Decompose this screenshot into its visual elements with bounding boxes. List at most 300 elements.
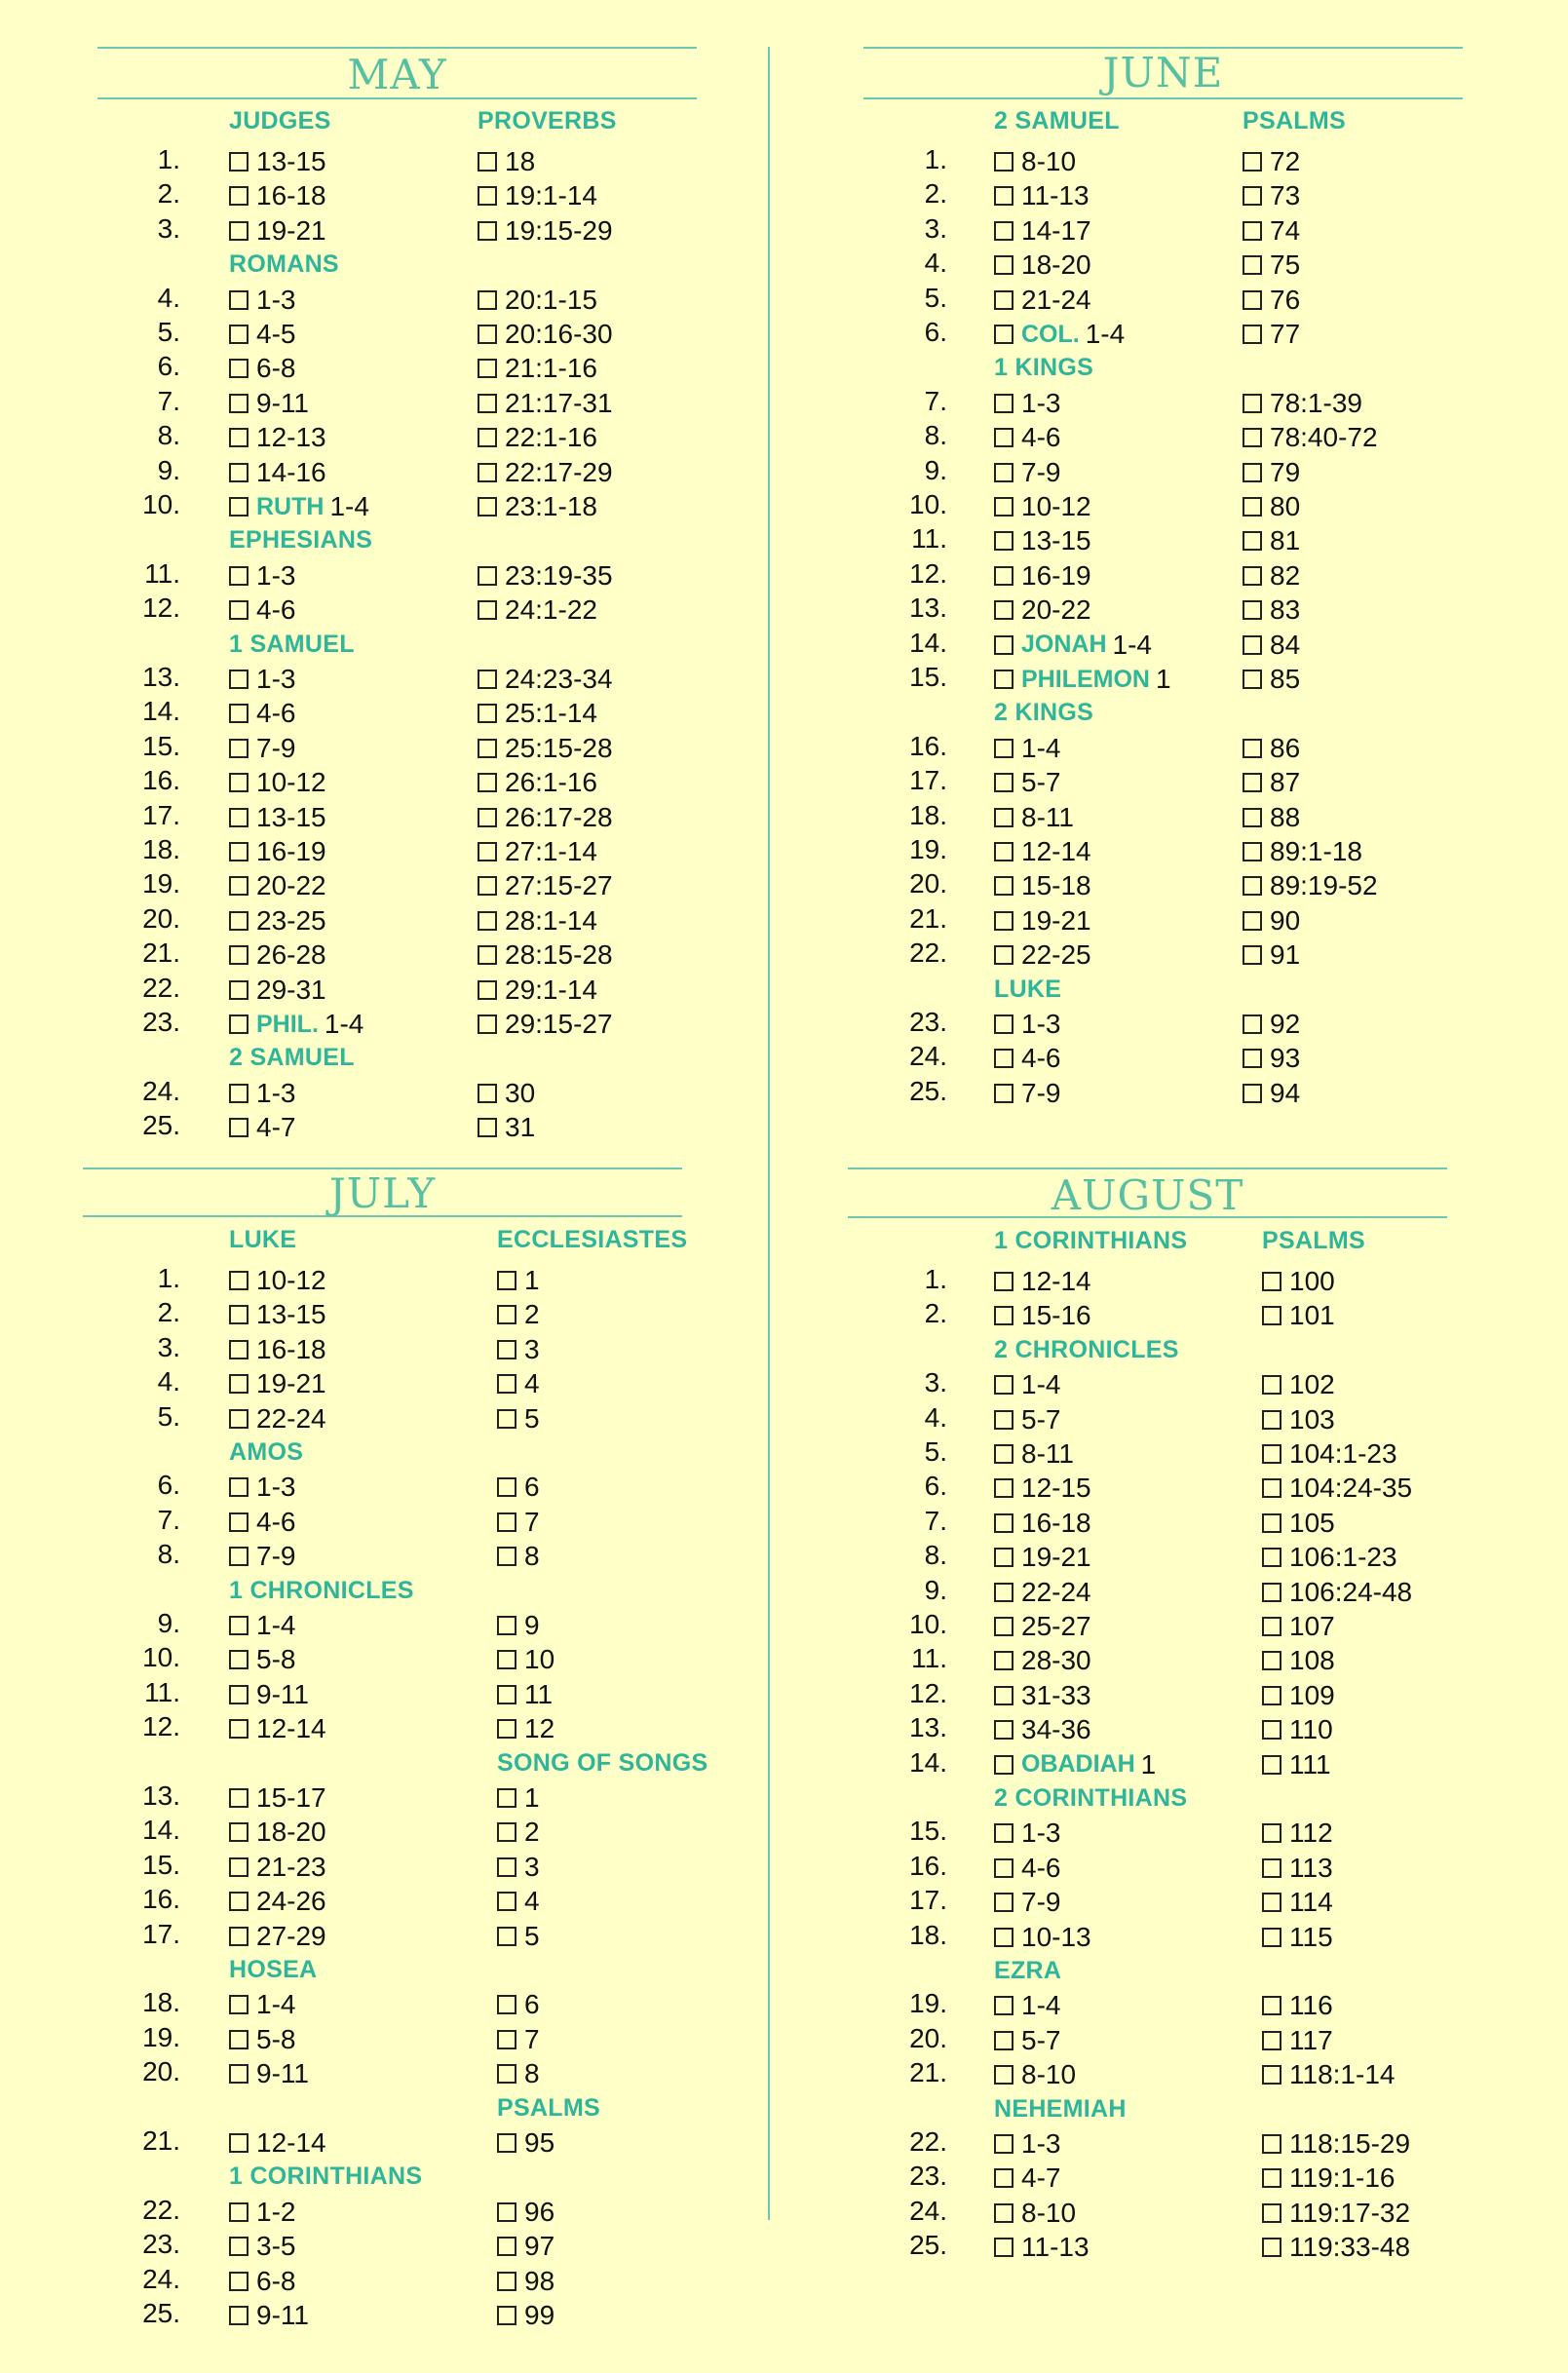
reading-checkbox-item[interactable] bbox=[229, 1112, 295, 1143]
reading-checkbox-item[interactable] bbox=[478, 457, 613, 488]
reading-checkbox-item[interactable] bbox=[994, 1714, 1091, 1745]
reading-checkbox-item[interactable] bbox=[229, 1782, 326, 1814]
reading-checkbox-item[interactable] bbox=[1243, 249, 1300, 281]
checkbox[interactable] bbox=[229, 1719, 249, 1739]
checkbox[interactable] bbox=[1262, 1375, 1281, 1395]
reading-checkbox-item[interactable] bbox=[478, 767, 597, 798]
reading-checkbox-item[interactable] bbox=[229, 1644, 295, 1675]
reading-checkbox-item[interactable] bbox=[229, 836, 326, 867]
checkbox[interactable] bbox=[1243, 808, 1262, 827]
checkbox[interactable] bbox=[1243, 463, 1262, 482]
checkbox[interactable] bbox=[229, 876, 249, 896]
reading-checkbox-item[interactable] bbox=[994, 1266, 1091, 1297]
reading-checkbox-item[interactable] bbox=[994, 802, 1074, 833]
checkbox[interactable] bbox=[229, 2030, 249, 2049]
reading-checkbox-item[interactable] bbox=[994, 630, 1152, 661]
reading-checkbox-item[interactable] bbox=[994, 1542, 1091, 1573]
checkbox[interactable] bbox=[478, 186, 497, 206]
checkbox[interactable] bbox=[1262, 1410, 1281, 1430]
checkbox[interactable] bbox=[229, 1512, 249, 1532]
checkbox[interactable] bbox=[1262, 1893, 1281, 1912]
reading-checkbox-item[interactable] bbox=[1262, 1577, 1412, 1608]
checkbox[interactable] bbox=[229, 1650, 249, 1669]
checkbox[interactable] bbox=[1262, 1513, 1281, 1533]
reading-checkbox-item[interactable] bbox=[229, 1886, 326, 1917]
reading-checkbox-item[interactable] bbox=[1243, 630, 1300, 661]
checkbox[interactable] bbox=[478, 152, 497, 172]
reading-checkbox-item[interactable] bbox=[994, 388, 1060, 419]
checkbox[interactable] bbox=[497, 1477, 516, 1497]
checkbox[interactable] bbox=[229, 1857, 249, 1877]
reading-checkbox-item[interactable] bbox=[229, 353, 295, 384]
reading-checkbox-item[interactable] bbox=[229, 1610, 295, 1641]
checkbox[interactable] bbox=[994, 1513, 1013, 1533]
checkbox[interactable] bbox=[994, 1996, 1013, 2015]
checkbox[interactable] bbox=[1243, 497, 1262, 517]
reading-checkbox-item[interactable] bbox=[994, 1990, 1060, 2021]
checkbox[interactable] bbox=[1262, 2168, 1281, 2188]
reading-checkbox-item[interactable] bbox=[497, 2058, 540, 2089]
checkbox[interactable] bbox=[229, 497, 249, 517]
reading-checkbox-item[interactable] bbox=[478, 939, 613, 971]
checkbox[interactable] bbox=[1243, 290, 1262, 310]
checkbox[interactable] bbox=[1262, 1858, 1281, 1878]
reading-checkbox-item[interactable] bbox=[994, 2198, 1076, 2229]
reading-checkbox-item[interactable] bbox=[1243, 525, 1300, 556]
checkbox[interactable] bbox=[1243, 773, 1262, 792]
checkbox[interactable] bbox=[497, 1995, 516, 2014]
checkbox[interactable] bbox=[994, 2031, 1013, 2050]
checkbox[interactable] bbox=[994, 1583, 1013, 1602]
checkbox[interactable] bbox=[229, 2272, 249, 2291]
reading-checkbox-item[interactable] bbox=[229, 146, 326, 177]
reading-checkbox-item[interactable] bbox=[994, 1300, 1091, 1331]
reading-checkbox-item[interactable] bbox=[994, 1473, 1091, 1504]
reading-checkbox-item[interactable] bbox=[1262, 1645, 1335, 1676]
checkbox[interactable] bbox=[994, 1548, 1013, 1567]
checkbox[interactable] bbox=[1262, 2065, 1281, 2085]
checkbox[interactable] bbox=[1243, 566, 1262, 586]
checkbox[interactable] bbox=[229, 670, 249, 689]
checkbox[interactable] bbox=[994, 1928, 1013, 1947]
checkbox[interactable] bbox=[229, 1616, 249, 1635]
reading-checkbox-item[interactable] bbox=[1262, 1990, 1333, 2021]
reading-checkbox-item[interactable] bbox=[229, 180, 326, 211]
checkbox[interactable] bbox=[497, 2064, 516, 2084]
checkbox[interactable] bbox=[229, 945, 249, 965]
checkbox[interactable] bbox=[1243, 945, 1262, 965]
checkbox[interactable] bbox=[1262, 2134, 1281, 2154]
reading-checkbox-item[interactable] bbox=[478, 1078, 535, 1109]
checkbox[interactable] bbox=[1262, 1651, 1281, 1670]
checkbox[interactable] bbox=[1262, 1823, 1281, 1843]
checkbox[interactable] bbox=[229, 428, 249, 447]
reading-checkbox-item[interactable] bbox=[1262, 2232, 1410, 2263]
checkbox[interactable] bbox=[1262, 1444, 1281, 1464]
reading-checkbox-item[interactable] bbox=[497, 1541, 540, 1572]
reading-checkbox-item[interactable] bbox=[229, 1541, 295, 1572]
checkbox[interactable] bbox=[229, 842, 249, 861]
checkbox[interactable] bbox=[1262, 2203, 1281, 2223]
checkbox[interactable] bbox=[497, 1271, 516, 1290]
checkbox[interactable] bbox=[994, 1858, 1013, 1878]
checkbox[interactable] bbox=[994, 290, 1013, 310]
checkbox[interactable] bbox=[497, 2133, 516, 2153]
checkbox[interactable] bbox=[1243, 635, 1262, 655]
checkbox[interactable] bbox=[994, 2168, 1013, 2188]
reading-checkbox-item[interactable] bbox=[1262, 2128, 1410, 2160]
checkbox[interactable] bbox=[497, 2272, 516, 2291]
reading-checkbox-item[interactable] bbox=[994, 1508, 1091, 1539]
reading-checkbox-item[interactable] bbox=[497, 1644, 555, 1675]
checkbox[interactable] bbox=[229, 1822, 249, 1842]
checkbox[interactable] bbox=[478, 497, 497, 517]
reading-checkbox-item[interactable] bbox=[994, 1611, 1091, 1642]
checkbox[interactable] bbox=[994, 739, 1013, 758]
reading-checkbox-item[interactable] bbox=[994, 2232, 1090, 2263]
reading-checkbox-item[interactable] bbox=[229, 285, 295, 316]
checkbox[interactable] bbox=[478, 463, 497, 482]
reading-checkbox-item[interactable] bbox=[994, 1577, 1091, 1608]
checkbox[interactable] bbox=[229, 1084, 249, 1103]
reading-checkbox-item[interactable] bbox=[994, 836, 1091, 867]
reading-checkbox-item[interactable] bbox=[1262, 1749, 1331, 1780]
checkbox[interactable] bbox=[994, 2203, 1013, 2223]
checkbox[interactable] bbox=[1262, 1306, 1281, 1325]
checkbox[interactable] bbox=[1262, 1928, 1281, 1947]
reading-checkbox-item[interactable] bbox=[229, 594, 295, 626]
checkbox[interactable] bbox=[497, 1927, 516, 1946]
checkbox[interactable] bbox=[229, 1340, 249, 1359]
reading-checkbox-item[interactable] bbox=[478, 905, 597, 937]
checkbox[interactable] bbox=[497, 1616, 516, 1635]
reading-checkbox-item[interactable] bbox=[1243, 733, 1300, 764]
checkbox[interactable] bbox=[1243, 152, 1262, 172]
checkbox[interactable] bbox=[994, 808, 1013, 827]
reading-checkbox-item[interactable] bbox=[1262, 1680, 1335, 1711]
reading-checkbox-item[interactable] bbox=[1262, 1438, 1397, 1470]
checkbox[interactable] bbox=[478, 704, 497, 723]
reading-checkbox-item[interactable] bbox=[994, 285, 1091, 316]
reading-checkbox-item[interactable] bbox=[1243, 1078, 1300, 1109]
reading-checkbox-item[interactable] bbox=[229, 1334, 326, 1365]
checkbox[interactable] bbox=[994, 221, 1013, 241]
checkbox[interactable] bbox=[497, 1305, 516, 1324]
checkbox[interactable] bbox=[994, 911, 1013, 931]
reading-checkbox-item[interactable] bbox=[478, 180, 597, 211]
checkbox[interactable] bbox=[1262, 1478, 1281, 1498]
checkbox[interactable] bbox=[994, 600, 1013, 620]
reading-checkbox-item[interactable] bbox=[229, 802, 326, 833]
reading-checkbox-item[interactable] bbox=[229, 939, 326, 971]
reading-checkbox-item[interactable] bbox=[478, 146, 535, 177]
reading-checkbox-item[interactable] bbox=[497, 1368, 540, 1399]
checkbox[interactable] bbox=[994, 1478, 1013, 1498]
reading-checkbox-item[interactable] bbox=[1262, 1266, 1335, 1297]
reading-checkbox-item[interactable] bbox=[229, 457, 326, 488]
reading-checkbox-item[interactable] bbox=[994, 1853, 1060, 1884]
reading-checkbox-item[interactable] bbox=[478, 733, 613, 764]
reading-checkbox-item[interactable] bbox=[1243, 802, 1300, 833]
reading-checkbox-item[interactable] bbox=[229, 1368, 326, 1399]
checkbox[interactable] bbox=[229, 1271, 249, 1290]
checkbox[interactable] bbox=[994, 2065, 1013, 2085]
reading-checkbox-item[interactable] bbox=[1243, 594, 1300, 626]
reading-checkbox-item[interactable] bbox=[229, 2058, 309, 2089]
checkbox[interactable] bbox=[229, 808, 249, 827]
reading-checkbox-item[interactable] bbox=[1243, 215, 1300, 247]
checkbox[interactable] bbox=[994, 842, 1013, 861]
checkbox[interactable] bbox=[497, 1547, 516, 1566]
reading-checkbox-item[interactable] bbox=[994, 1887, 1060, 1918]
reading-checkbox-item[interactable] bbox=[478, 975, 597, 1006]
checkbox[interactable] bbox=[1243, 1014, 1262, 1034]
checkbox[interactable] bbox=[478, 739, 497, 758]
checkbox[interactable] bbox=[478, 670, 497, 689]
checkbox[interactable] bbox=[229, 600, 249, 620]
reading-checkbox-item[interactable] bbox=[229, 1507, 295, 1538]
checkbox[interactable] bbox=[994, 325, 1013, 344]
checkbox[interactable] bbox=[994, 1049, 1013, 1068]
checkbox[interactable] bbox=[1262, 2238, 1281, 2257]
reading-checkbox-item[interactable] bbox=[478, 1009, 613, 1040]
checkbox[interactable] bbox=[229, 463, 249, 482]
checkbox[interactable] bbox=[478, 359, 497, 378]
checkbox[interactable] bbox=[229, 1927, 249, 1946]
checkbox[interactable] bbox=[994, 635, 1013, 655]
reading-checkbox-item[interactable] bbox=[994, 2059, 1076, 2090]
reading-checkbox-item[interactable] bbox=[1243, 388, 1362, 419]
checkbox[interactable] bbox=[229, 1014, 249, 1034]
checkbox[interactable] bbox=[994, 428, 1013, 447]
checkbox[interactable] bbox=[1243, 186, 1262, 206]
checkbox[interactable] bbox=[994, 394, 1013, 413]
reading-checkbox-item[interactable] bbox=[229, 1299, 326, 1330]
reading-checkbox-item[interactable] bbox=[994, 180, 1090, 211]
reading-checkbox-item[interactable] bbox=[994, 1680, 1091, 1711]
reading-checkbox-item[interactable] bbox=[478, 388, 613, 419]
reading-checkbox-item[interactable] bbox=[994, 1922, 1091, 1953]
checkbox[interactable] bbox=[229, 221, 249, 241]
checkbox[interactable] bbox=[229, 911, 249, 931]
reading-checkbox-item[interactable] bbox=[1262, 1404, 1335, 1435]
reading-checkbox-item[interactable] bbox=[497, 1679, 553, 1710]
reading-checkbox-item[interactable] bbox=[478, 285, 597, 316]
checkbox[interactable] bbox=[229, 359, 249, 378]
reading-checkbox-item[interactable] bbox=[497, 1886, 540, 1917]
checkbox[interactable] bbox=[497, 2030, 516, 2049]
checkbox[interactable] bbox=[1243, 325, 1262, 344]
checkbox[interactable] bbox=[497, 1512, 516, 1532]
checkbox[interactable] bbox=[994, 1720, 1013, 1740]
checkbox[interactable] bbox=[229, 773, 249, 792]
checkbox[interactable] bbox=[229, 325, 249, 344]
reading-checkbox-item[interactable] bbox=[229, 319, 295, 350]
reading-checkbox-item[interactable] bbox=[229, 975, 326, 1006]
checkbox[interactable] bbox=[994, 1014, 1013, 1034]
reading-checkbox-item[interactable] bbox=[229, 1679, 309, 1710]
reading-checkbox-item[interactable] bbox=[229, 1852, 326, 1883]
reading-checkbox-item[interactable] bbox=[1243, 664, 1300, 695]
reading-checkbox-item[interactable] bbox=[229, 1713, 326, 1744]
checkbox[interactable] bbox=[478, 428, 497, 447]
reading-checkbox-item[interactable] bbox=[229, 2300, 309, 2331]
checkbox[interactable] bbox=[229, 1788, 249, 1808]
reading-checkbox-item[interactable] bbox=[1243, 905, 1300, 937]
reading-checkbox-item[interactable] bbox=[994, 1009, 1060, 1040]
reading-checkbox-item[interactable] bbox=[478, 870, 613, 901]
checkbox[interactable] bbox=[994, 945, 1013, 965]
reading-checkbox-item[interactable] bbox=[497, 2266, 555, 2297]
checkbox[interactable] bbox=[478, 221, 497, 241]
reading-checkbox-item[interactable] bbox=[478, 1112, 535, 1143]
reading-checkbox-item[interactable] bbox=[994, 146, 1076, 177]
reading-checkbox-item[interactable] bbox=[994, 1369, 1060, 1400]
reading-checkbox-item[interactable] bbox=[497, 2197, 555, 2228]
reading-checkbox-item[interactable] bbox=[1262, 1887, 1333, 1918]
checkbox[interactable] bbox=[1243, 394, 1262, 413]
checkbox[interactable] bbox=[497, 1892, 516, 1911]
checkbox[interactable] bbox=[497, 1719, 516, 1739]
checkbox[interactable] bbox=[1262, 1720, 1281, 1740]
checkbox[interactable] bbox=[478, 876, 497, 896]
checkbox[interactable] bbox=[994, 186, 1013, 206]
reading-checkbox-item[interactable] bbox=[994, 664, 1171, 695]
checkbox[interactable] bbox=[497, 1650, 516, 1669]
reading-checkbox-item[interactable] bbox=[1243, 560, 1300, 592]
checkbox[interactable] bbox=[229, 2064, 249, 2084]
reading-checkbox-item[interactable] bbox=[478, 836, 597, 867]
reading-checkbox-item[interactable] bbox=[229, 1817, 326, 1848]
reading-checkbox-item[interactable] bbox=[229, 560, 295, 592]
reading-checkbox-item[interactable] bbox=[994, 1404, 1060, 1435]
reading-checkbox-item[interactable] bbox=[229, 870, 326, 901]
reading-checkbox-item[interactable] bbox=[229, 664, 295, 695]
checkbox[interactable] bbox=[1243, 531, 1262, 551]
checkbox[interactable] bbox=[1262, 1548, 1281, 1567]
checkbox[interactable] bbox=[497, 2237, 516, 2256]
checkbox[interactable] bbox=[229, 290, 249, 310]
checkbox[interactable] bbox=[229, 2133, 249, 2153]
checkbox[interactable] bbox=[229, 1995, 249, 2014]
reading-checkbox-item[interactable] bbox=[994, 767, 1060, 798]
checkbox[interactable] bbox=[1262, 1755, 1281, 1775]
reading-checkbox-item[interactable] bbox=[1262, 1300, 1335, 1331]
reading-checkbox-item[interactable] bbox=[497, 1782, 540, 1814]
checkbox[interactable] bbox=[478, 1014, 497, 1034]
reading-checkbox-item[interactable] bbox=[229, 767, 326, 798]
checkbox[interactable] bbox=[1262, 1686, 1281, 1705]
reading-checkbox-item[interactable] bbox=[1243, 836, 1362, 867]
checkbox[interactable] bbox=[497, 2202, 516, 2222]
checkbox[interactable] bbox=[994, 1651, 1013, 1670]
reading-checkbox-item[interactable] bbox=[994, 525, 1091, 556]
checkbox[interactable] bbox=[1243, 739, 1262, 758]
checkbox[interactable] bbox=[994, 876, 1013, 896]
reading-checkbox-item[interactable] bbox=[1262, 1508, 1335, 1539]
reading-checkbox-item[interactable] bbox=[1262, 1818, 1333, 1849]
checkbox[interactable] bbox=[1243, 600, 1262, 620]
checkbox[interactable] bbox=[1243, 670, 1262, 689]
reading-checkbox-item[interactable] bbox=[1243, 319, 1300, 350]
reading-checkbox-item[interactable] bbox=[497, 1403, 540, 1435]
checkbox[interactable] bbox=[994, 1755, 1013, 1775]
checkbox[interactable] bbox=[497, 1857, 516, 1877]
checkbox[interactable] bbox=[994, 1084, 1013, 1103]
checkbox[interactable] bbox=[229, 1409, 249, 1429]
checkbox[interactable] bbox=[994, 773, 1013, 792]
reading-checkbox-item[interactable] bbox=[497, 1610, 540, 1641]
reading-checkbox-item[interactable] bbox=[994, 1043, 1060, 1074]
reading-checkbox-item[interactable] bbox=[478, 560, 613, 592]
checkbox[interactable] bbox=[497, 1788, 516, 1808]
checkbox[interactable] bbox=[1243, 221, 1262, 241]
checkbox[interactable] bbox=[229, 394, 249, 413]
reading-checkbox-item[interactable] bbox=[497, 1334, 540, 1365]
reading-checkbox-item[interactable] bbox=[478, 319, 613, 350]
reading-checkbox-item[interactable] bbox=[1262, 1369, 1335, 1400]
reading-checkbox-item[interactable] bbox=[994, 2025, 1060, 2056]
checkbox[interactable] bbox=[229, 1118, 249, 1137]
reading-checkbox-item[interactable] bbox=[478, 422, 597, 453]
checkbox[interactable] bbox=[229, 1685, 249, 1704]
reading-checkbox-item[interactable] bbox=[994, 319, 1125, 350]
checkbox[interactable] bbox=[1262, 1583, 1281, 1602]
checkbox[interactable] bbox=[497, 1822, 516, 1842]
reading-checkbox-item[interactable] bbox=[497, 1507, 540, 1538]
reading-checkbox-item[interactable] bbox=[478, 698, 597, 729]
reading-checkbox-item[interactable] bbox=[1262, 2059, 1395, 2090]
reading-checkbox-item[interactable] bbox=[229, 733, 295, 764]
reading-checkbox-item[interactable] bbox=[1243, 939, 1300, 971]
checkbox[interactable] bbox=[1243, 1084, 1262, 1103]
reading-checkbox-item[interactable] bbox=[478, 802, 613, 833]
checkbox[interactable] bbox=[229, 1374, 249, 1394]
checkbox[interactable] bbox=[229, 980, 249, 1000]
checkbox[interactable] bbox=[994, 566, 1013, 586]
reading-checkbox-item[interactable] bbox=[994, 905, 1091, 937]
reading-checkbox-item[interactable] bbox=[1262, 2198, 1410, 2229]
checkbox[interactable] bbox=[229, 704, 249, 723]
reading-checkbox-item[interactable] bbox=[229, 698, 295, 729]
reading-checkbox-item[interactable] bbox=[994, 491, 1091, 522]
reading-checkbox-item[interactable] bbox=[229, 491, 369, 522]
reading-checkbox-item[interactable] bbox=[994, 422, 1060, 453]
checkbox[interactable] bbox=[994, 1306, 1013, 1325]
checkbox[interactable] bbox=[497, 1340, 516, 1359]
checkbox[interactable] bbox=[1243, 1049, 1262, 1068]
checkbox[interactable] bbox=[478, 290, 497, 310]
reading-checkbox-item[interactable] bbox=[229, 1921, 326, 1952]
reading-checkbox-item[interactable] bbox=[497, 1921, 540, 1952]
reading-checkbox-item[interactable] bbox=[229, 1078, 295, 1109]
reading-checkbox-item[interactable] bbox=[994, 1438, 1074, 1470]
reading-checkbox-item[interactable] bbox=[229, 1472, 295, 1503]
reading-checkbox-item[interactable] bbox=[1243, 285, 1300, 316]
reading-checkbox-item[interactable] bbox=[478, 594, 597, 626]
checkbox[interactable] bbox=[229, 186, 249, 206]
reading-checkbox-item[interactable] bbox=[1262, 1473, 1412, 1504]
reading-checkbox-item[interactable] bbox=[478, 491, 597, 522]
reading-checkbox-item[interactable] bbox=[497, 1989, 540, 2020]
checkbox[interactable] bbox=[994, 255, 1013, 275]
checkbox[interactable] bbox=[994, 1893, 1013, 1912]
reading-checkbox-item[interactable] bbox=[1243, 870, 1378, 901]
reading-checkbox-item[interactable] bbox=[497, 1713, 555, 1744]
checkbox[interactable] bbox=[1243, 911, 1262, 931]
reading-checkbox-item[interactable] bbox=[497, 1852, 540, 1883]
reading-checkbox-item[interactable] bbox=[1262, 1853, 1333, 1884]
